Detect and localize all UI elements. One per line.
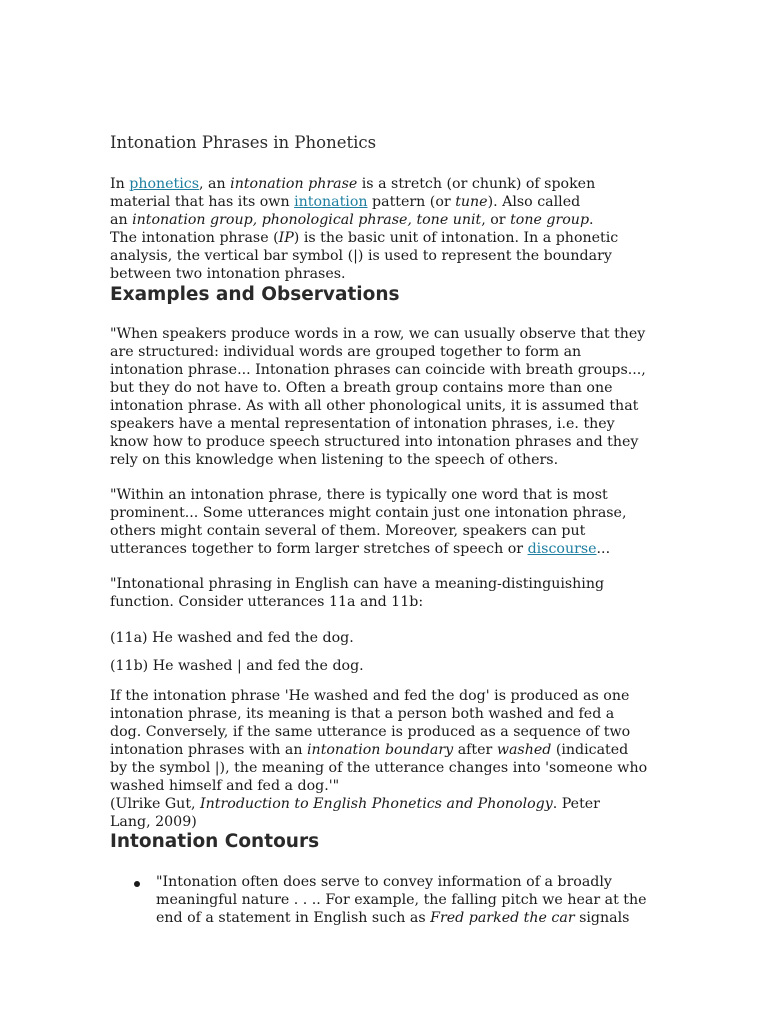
text: ). Also called xyxy=(487,194,581,210)
text-line: others might contain several of them. Moreover, speakers can put xyxy=(110,523,586,539)
term: intonation group, phonological phrase, tone unit xyxy=(132,212,482,228)
text-line: analysis, the vertical bar symbol (|) is used to represent the boundary xyxy=(110,248,612,264)
example-11a: (11a) He washed and fed the dog. xyxy=(110,630,354,646)
term: washed xyxy=(496,742,552,758)
text-line: meaningful nature . . .. For example, the falling pitch we hear at the xyxy=(156,892,647,908)
text: ) is the basic unit of intonation. In a phonetic xyxy=(293,230,619,246)
text-line: washed himself and fed a dog.'" xyxy=(110,778,340,794)
text: In xyxy=(110,176,130,192)
text: is a stretch (or chunk) of spoken xyxy=(357,176,596,192)
text-line: know how to produce speech structured into intonation phrases and they xyxy=(110,434,639,450)
text: pattern (or xyxy=(367,194,456,210)
text-line: "When speakers produce words in a row, we can usually observe that they xyxy=(110,326,646,342)
text-line: "Intonational phrasing in English can have a meaning-distinguishing xyxy=(110,576,605,592)
term: Fred parked the car xyxy=(430,910,575,926)
text: an xyxy=(110,212,133,228)
text-line: "Within an intonation phrase, there is typically one word that is most xyxy=(110,487,608,503)
quote-paragraph-2 xyxy=(110,486,670,558)
explanation-paragraph xyxy=(110,687,670,831)
text: signals xyxy=(574,910,630,926)
text: material that has its own xyxy=(110,194,295,210)
book-title: Introduction to English Phonetics and Phonology xyxy=(200,796,553,812)
page-title: Intonation Phrases in Phonetics xyxy=(110,133,377,152)
section-heading-examples: Examples and Observations xyxy=(110,284,400,305)
text: The intonation phrase ( xyxy=(110,230,279,246)
quote-paragraph-3 xyxy=(110,575,670,611)
text-line: "Intonation often does serve to convey information of a broadly xyxy=(156,874,612,890)
text-line: Lang, 2009) xyxy=(110,814,197,830)
discourse-link[interactable]: discourse xyxy=(527,541,597,557)
example-11b: (11b) He washed | and fed the dog. xyxy=(110,658,364,674)
text: (Ulrike Gut, xyxy=(110,796,201,812)
text-line: dog. Conversely, if the same utterance is produced as a sequence of two xyxy=(110,724,631,740)
text: intonation phrases with an xyxy=(110,742,308,758)
text: , an xyxy=(199,176,231,192)
phonetics-link[interactable]: phonetics xyxy=(129,176,200,192)
text: ... xyxy=(596,541,611,557)
text-line: intonation phrase... Intonation phrases can coincide with breath groups..., xyxy=(110,362,646,378)
intro-paragraph xyxy=(110,175,670,283)
text: (indicated xyxy=(551,742,629,758)
citation xyxy=(110,795,670,813)
text: utterances together to form larger stretches of speech or xyxy=(110,541,528,557)
intonation-link[interactable]: intonation xyxy=(294,194,368,210)
text-line: by the symbol |), the meaning of the utterance changes into 'someone who xyxy=(110,760,648,776)
section-heading-contours: Intonation Contours xyxy=(110,831,320,852)
text: , or xyxy=(481,212,511,228)
bullet-list xyxy=(110,873,716,927)
text-line: but they do not have to. Often a breath group contains more than one xyxy=(110,380,613,396)
text: . Peter xyxy=(552,796,600,812)
text-line: rely on this knowledge when listening to the speech of others. xyxy=(110,452,559,468)
term: intonation phrase xyxy=(230,176,358,192)
quote-paragraph-1 xyxy=(110,325,670,469)
text-line: speakers have a mental representation of intonation phrases, i.e. they xyxy=(110,416,615,432)
text: . xyxy=(589,212,594,228)
text-line: intonation phrase. As with all other phonological units, it is assumed that xyxy=(110,398,639,414)
text: after xyxy=(453,742,497,758)
text-line: are structured: individual words are grouped together to form an xyxy=(110,344,582,360)
text-line: intonation phrase, its meaning is that a person both washed and fed a xyxy=(110,706,615,722)
term: tone group xyxy=(510,212,590,228)
list-item xyxy=(110,873,716,927)
text-line: between two intonation phrases. xyxy=(110,266,346,282)
bullet-icon xyxy=(134,881,140,887)
text-line: prominent... Some utterances might contain just one intonation phrase, xyxy=(110,505,627,521)
text: end of a statement in English such as xyxy=(156,910,431,926)
term: IP xyxy=(278,230,294,246)
term: tune xyxy=(455,194,488,210)
text-line: function. Consider utterances 11a and 11b: xyxy=(110,594,424,610)
text-line: If the intonation phrase 'He washed and fed the dog' is produced as one xyxy=(110,688,630,704)
term: intonation boundary xyxy=(307,742,454,758)
